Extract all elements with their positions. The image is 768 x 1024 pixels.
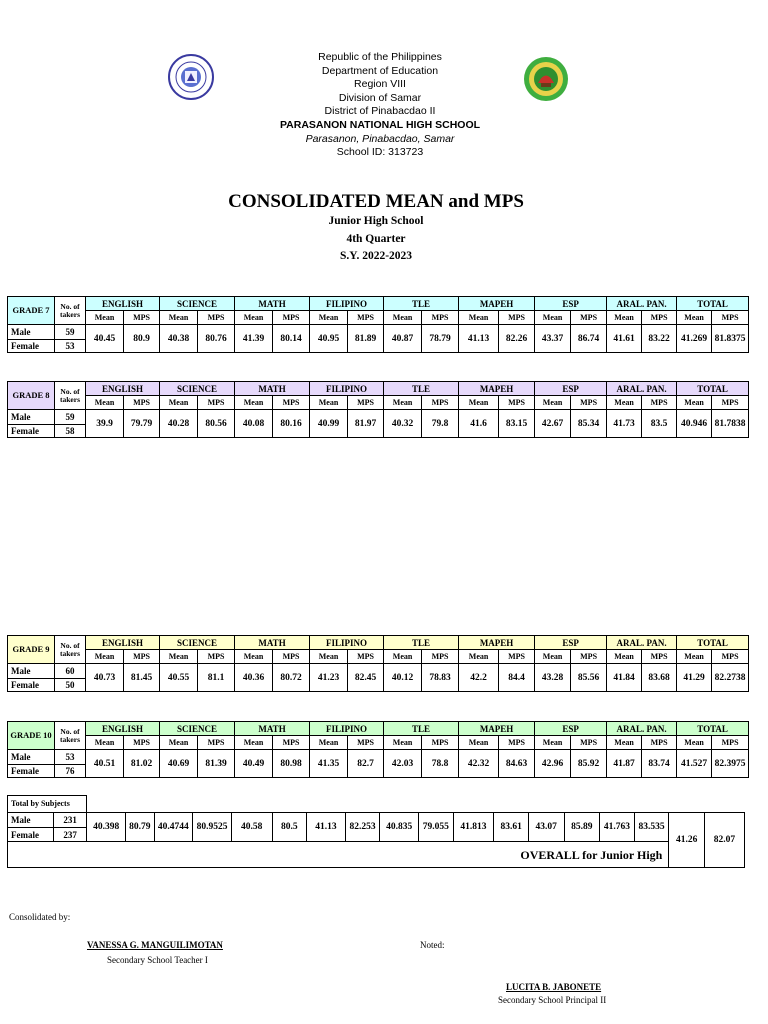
- total-value: 40.4744: [154, 813, 193, 842]
- principal-name: LUCITA B. JABONETE: [506, 982, 602, 992]
- score-value: 42.03: [384, 750, 422, 778]
- total-value: 41.813: [453, 813, 494, 842]
- mean-header: Mean: [607, 736, 642, 750]
- total-value: 41.763: [600, 813, 635, 842]
- subject-header: TLE: [384, 722, 459, 736]
- mps-header: MPS: [571, 311, 607, 325]
- score-value: 83.5: [642, 410, 677, 438]
- mps-header: MPS: [348, 396, 384, 410]
- mps-header: MPS: [712, 650, 749, 664]
- mean-header: Mean: [310, 396, 348, 410]
- total-value: 83.61: [494, 813, 529, 842]
- total-value: 40.58: [231, 813, 272, 842]
- score-value: 81.89: [348, 325, 384, 353]
- noted-label: Noted:: [420, 940, 445, 950]
- mean-header: Mean: [235, 650, 273, 664]
- score-value: 82.45: [348, 664, 384, 692]
- score-value: 84.4: [499, 664, 535, 692]
- score-value: 81.02: [124, 750, 160, 778]
- score-value: 41.13: [459, 325, 499, 353]
- subject-header: FILIPINO: [310, 297, 384, 311]
- mps-header: MPS: [273, 396, 310, 410]
- mps-header: MPS: [642, 311, 677, 325]
- score-value: 80.76: [198, 325, 235, 353]
- teacher-name: VANESSA G. MANGUILIMOTAN: [87, 940, 223, 950]
- total-value: 41.13: [307, 813, 346, 842]
- mean-header: Mean: [160, 650, 198, 664]
- mean-header: Mean: [459, 311, 499, 325]
- school-id: School ID: 313723: [336, 146, 424, 159]
- mps-header: MPS: [198, 396, 235, 410]
- score-value: 81.45: [124, 664, 160, 692]
- mean-header: Mean: [535, 396, 571, 410]
- score-value: 41.527: [677, 750, 712, 778]
- score-value: 41.61: [607, 325, 642, 353]
- mps-header: MPS: [422, 650, 459, 664]
- score-value: 42.2: [459, 664, 499, 692]
- score-value: 86.74: [571, 325, 607, 353]
- score-value: 41.39: [235, 325, 273, 353]
- female-takers: 53: [55, 340, 86, 353]
- mps-header: MPS: [348, 736, 384, 750]
- header-line: Region VIII: [354, 78, 406, 91]
- subject-header: MATH: [235, 297, 310, 311]
- mean-header: Mean: [459, 736, 499, 750]
- score-value: 80.9: [124, 325, 160, 353]
- overall-mps: 82.07: [704, 813, 744, 868]
- overall-label: OVERALL for Junior High: [8, 842, 669, 868]
- mean-header: Mean: [607, 650, 642, 664]
- subject-header: ARAL. PAN.: [607, 636, 677, 650]
- subject-header: ARAL. PAN.: [607, 297, 677, 311]
- header-line: Republic of the Philippines: [318, 51, 442, 63]
- female-takers: 50: [55, 679, 86, 692]
- male-takers: 59: [55, 410, 86, 425]
- mean-header: Mean: [310, 311, 348, 325]
- mean-header: Mean: [235, 311, 273, 325]
- mps-header: MPS: [642, 736, 677, 750]
- header-line: Division of Samar: [338, 91, 422, 104]
- score-value: 41.35: [310, 750, 348, 778]
- male-label: Male: [8, 664, 55, 679]
- mps-header: MPS: [198, 311, 235, 325]
- subject-header: ENGLISH: [86, 722, 160, 736]
- male-takers: 59: [55, 325, 86, 340]
- score-value: 40.28: [160, 410, 198, 438]
- score-value: 82.7: [348, 750, 384, 778]
- subject-header: MAPEH: [459, 382, 535, 396]
- total-value: 83.535: [634, 813, 669, 842]
- mean-header: Mean: [384, 311, 422, 325]
- subject-header: ESP: [535, 382, 607, 396]
- score-value: 41.269: [677, 325, 712, 353]
- score-value: 83.22: [642, 325, 677, 353]
- score-value: 85.34: [571, 410, 607, 438]
- subject-header: TLE: [384, 636, 459, 650]
- grade-table: [7, 381, 749, 438]
- mps-header: MPS: [124, 650, 160, 664]
- subject-header: TOTAL: [677, 636, 749, 650]
- grade-label: GRADE 8: [8, 382, 55, 410]
- score-value: 40.99: [310, 410, 348, 438]
- total-by-subjects-label: Total by Subjects: [8, 796, 87, 813]
- deped-seal-logo: [168, 54, 214, 100]
- score-value: 40.32: [384, 410, 422, 438]
- score-value: 79.79: [124, 410, 160, 438]
- score-value: 42.96: [535, 750, 571, 778]
- score-value: 43.37: [535, 325, 571, 353]
- male-takers: 53: [55, 750, 86, 765]
- mps-header: MPS: [273, 650, 310, 664]
- mean-header: Mean: [535, 650, 571, 664]
- grade-table: [7, 635, 749, 692]
- male-label: Male: [8, 325, 55, 340]
- report-level: Junior High School: [328, 215, 424, 227]
- mps-header: MPS: [712, 311, 749, 325]
- mean-header: Mean: [86, 311, 124, 325]
- mean-header: Mean: [310, 736, 348, 750]
- score-value: 83.74: [642, 750, 677, 778]
- grade-table: [7, 721, 749, 778]
- mps-header: MPS: [499, 650, 535, 664]
- score-value: 83.15: [499, 410, 535, 438]
- score-value: 41.73: [607, 410, 642, 438]
- mean-header: Mean: [86, 396, 124, 410]
- female-label: Female: [8, 340, 55, 353]
- mean-header: Mean: [677, 650, 712, 664]
- score-value: 82.26: [499, 325, 535, 353]
- mean-header: Mean: [160, 736, 198, 750]
- mps-header: MPS: [712, 736, 749, 750]
- subject-header: ARAL. PAN.: [607, 722, 677, 736]
- total-value: 40.398: [87, 813, 126, 842]
- mps-header: MPS: [422, 396, 459, 410]
- subject-header: FILIPINO: [310, 636, 384, 650]
- mps-header: MPS: [273, 311, 310, 325]
- score-value: 42.67: [535, 410, 571, 438]
- mean-header: Mean: [235, 396, 273, 410]
- subject-header: SCIENCE: [160, 382, 235, 396]
- mean-header: Mean: [384, 650, 422, 664]
- subject-header: ARAL. PAN.: [607, 382, 677, 396]
- mean-header: Mean: [235, 736, 273, 750]
- total-value: 80.79: [126, 813, 154, 842]
- female-takers: 237: [53, 828, 87, 842]
- grade-label: GRADE 10: [8, 722, 55, 750]
- overall-mean: 41.26: [669, 813, 705, 868]
- total-value: 43.07: [528, 813, 564, 842]
- score-value: 81.8375: [712, 325, 749, 353]
- score-value: 78.79: [422, 325, 459, 353]
- subject-header: TOTAL: [677, 297, 749, 311]
- school-name: PARASANON NATIONAL HIGH SCHOOL: [279, 118, 481, 131]
- mps-header: MPS: [124, 396, 160, 410]
- score-value: 42.32: [459, 750, 499, 778]
- mps-header: MPS: [571, 736, 607, 750]
- score-value: 41.84: [607, 664, 642, 692]
- subject-header: MAPEH: [459, 636, 535, 650]
- subject-header: MAPEH: [459, 297, 535, 311]
- subject-header: MATH: [235, 636, 310, 650]
- subject-header: FILIPINO: [310, 722, 384, 736]
- male-takers: 231: [53, 813, 87, 828]
- total-value: 85.89: [564, 813, 600, 842]
- report-school-year: S.Y. 2022-2023: [339, 250, 413, 262]
- mean-header: Mean: [535, 311, 571, 325]
- score-value: 40.49: [235, 750, 273, 778]
- total-value: 80.5: [272, 813, 307, 842]
- mps-header: MPS: [124, 311, 160, 325]
- mps-header: MPS: [422, 736, 459, 750]
- score-value: 40.69: [160, 750, 198, 778]
- mean-header: Mean: [310, 650, 348, 664]
- subject-header: TOTAL: [677, 382, 749, 396]
- total-value: 40.835: [380, 813, 419, 842]
- mean-header: Mean: [607, 311, 642, 325]
- score-value: 79.8: [422, 410, 459, 438]
- mps-header: MPS: [642, 396, 677, 410]
- score-value: 81.97: [348, 410, 384, 438]
- total-value: 82.253: [345, 813, 380, 842]
- mean-header: Mean: [86, 650, 124, 664]
- female-takers: 58: [55, 425, 86, 438]
- score-value: 80.98: [273, 750, 310, 778]
- score-value: 40.45: [86, 325, 124, 353]
- subject-header: MATH: [235, 722, 310, 736]
- mean-header: Mean: [86, 736, 124, 750]
- consolidated-by-label: Consolidated by:: [9, 912, 71, 922]
- grade-table: [7, 296, 749, 353]
- mps-header: MPS: [198, 650, 235, 664]
- header-line: District of Pinabacdao II: [324, 105, 436, 118]
- female-label: Female: [8, 679, 55, 692]
- subject-header: SCIENCE: [160, 636, 235, 650]
- score-value: 40.12: [384, 664, 422, 692]
- score-value: 40.08: [235, 410, 273, 438]
- mps-header: MPS: [348, 650, 384, 664]
- score-value: 80.56: [198, 410, 235, 438]
- mean-header: Mean: [677, 736, 712, 750]
- no-of-takers-label: No. of takers: [55, 722, 86, 750]
- mps-header: MPS: [124, 736, 160, 750]
- mps-header: MPS: [712, 396, 749, 410]
- male-label: Male: [8, 750, 55, 765]
- mps-header: MPS: [348, 311, 384, 325]
- mean-header: Mean: [160, 311, 198, 325]
- score-value: 80.14: [273, 325, 310, 353]
- total-by-subjects-table: [7, 795, 745, 868]
- mean-header: Mean: [607, 396, 642, 410]
- subject-header: FILIPINO: [310, 382, 384, 396]
- subject-header: TOTAL: [677, 722, 749, 736]
- male-takers: 60: [55, 664, 86, 679]
- total-value: 79.055: [419, 813, 454, 842]
- score-value: 78.8: [422, 750, 459, 778]
- subject-header: MAPEH: [459, 722, 535, 736]
- mps-header: MPS: [642, 650, 677, 664]
- female-label: Female: [8, 425, 55, 438]
- score-value: 41.23: [310, 664, 348, 692]
- score-value: 85.92: [571, 750, 607, 778]
- mean-header: Mean: [459, 396, 499, 410]
- grade-label: GRADE 9: [8, 636, 55, 664]
- score-value: 80.72: [273, 664, 310, 692]
- subject-header: MATH: [235, 382, 310, 396]
- grade-label: GRADE 7: [8, 297, 55, 325]
- score-value: 82.2738: [712, 664, 749, 692]
- score-value: 81.7838: [712, 410, 749, 438]
- mps-header: MPS: [422, 311, 459, 325]
- report-title: CONSOLIDATED MEAN and MPS: [228, 191, 524, 212]
- no-of-takers-label: No. of takers: [55, 382, 86, 410]
- subject-header: ESP: [535, 636, 607, 650]
- mean-header: Mean: [384, 736, 422, 750]
- subject-header: ENGLISH: [86, 297, 160, 311]
- score-value: 40.36: [235, 664, 273, 692]
- total-value: 80.9525: [193, 813, 232, 842]
- score-value: 40.95: [310, 325, 348, 353]
- teacher-title: Secondary School Teacher I: [107, 955, 208, 965]
- female-label: Female: [8, 828, 54, 842]
- score-value: 84.63: [499, 750, 535, 778]
- report-quarter: 4th Quarter: [346, 233, 406, 245]
- score-value: 40.87: [384, 325, 422, 353]
- subject-header: TLE: [384, 382, 459, 396]
- score-value: 41.87: [607, 750, 642, 778]
- score-value: 39.9: [86, 410, 124, 438]
- score-value: 40.73: [86, 664, 124, 692]
- mps-header: MPS: [273, 736, 310, 750]
- mean-header: Mean: [384, 396, 422, 410]
- score-value: 41.29: [677, 664, 712, 692]
- subject-header: ENGLISH: [86, 636, 160, 650]
- score-value: 43.28: [535, 664, 571, 692]
- male-label: Male: [8, 410, 55, 425]
- score-value: 40.55: [160, 664, 198, 692]
- male-label: Male: [8, 813, 54, 828]
- score-value: 40.38: [160, 325, 198, 353]
- female-takers: 76: [55, 765, 86, 778]
- header-line: Department of Education: [321, 64, 439, 77]
- no-of-takers-label: No. of takers: [55, 636, 86, 664]
- subject-header: ENGLISH: [86, 382, 160, 396]
- mps-header: MPS: [499, 311, 535, 325]
- mps-header: MPS: [571, 650, 607, 664]
- subject-header: ESP: [535, 722, 607, 736]
- score-value: 80.16: [273, 410, 310, 438]
- score-value: 81.1: [198, 664, 235, 692]
- female-label: Female: [8, 765, 55, 778]
- score-value: 41.6: [459, 410, 499, 438]
- score-value: 78.83: [422, 664, 459, 692]
- mean-header: Mean: [535, 736, 571, 750]
- school-address: Parasanon, Pinabacdao, Samar: [305, 132, 455, 145]
- score-value: 40.946: [677, 410, 712, 438]
- mps-header: MPS: [198, 736, 235, 750]
- no-of-takers-label: No. of takers: [55, 297, 86, 325]
- score-value: 85.56: [571, 664, 607, 692]
- mps-header: MPS: [499, 396, 535, 410]
- subject-header: SCIENCE: [160, 722, 235, 736]
- mean-header: Mean: [677, 311, 712, 325]
- mean-header: Mean: [459, 650, 499, 664]
- subject-header: ESP: [535, 297, 607, 311]
- mps-header: MPS: [499, 736, 535, 750]
- score-value: 83.68: [642, 664, 677, 692]
- score-value: 82.3975: [712, 750, 749, 778]
- score-value: 81.39: [198, 750, 235, 778]
- subject-header: TLE: [384, 297, 459, 311]
- subject-header: SCIENCE: [160, 297, 235, 311]
- mps-header: MPS: [571, 396, 607, 410]
- mean-header: Mean: [160, 396, 198, 410]
- school-header: [230, 51, 530, 160]
- principal-title: Secondary School Principal II: [498, 995, 607, 1005]
- mean-header: Mean: [677, 396, 712, 410]
- score-value: 40.51: [86, 750, 124, 778]
